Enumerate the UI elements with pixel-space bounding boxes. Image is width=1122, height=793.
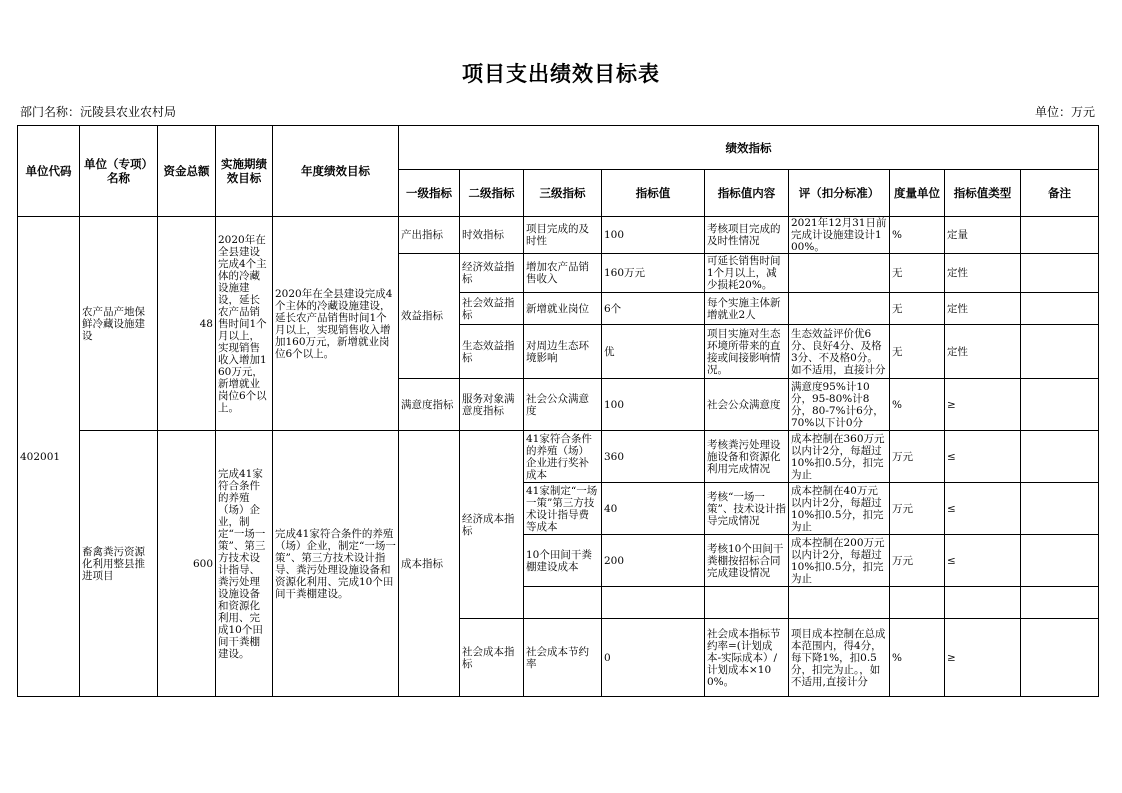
score-cell: 成本控制在40万元以内计2分，每超过10%扣0.5分，扣完为止 [789,483,890,535]
project-name-cell: 农产品产地保鲜冷藏设施建设 [80,217,158,431]
department-label: 部门名称：沅陵县农业农村局 [20,105,177,119]
level3-cell: 增加农产品销售收入 [524,254,602,293]
measure-unit-cell: 万元 [890,483,945,535]
value-cell: 40 [602,483,705,535]
remark-cell [1021,483,1099,535]
remark-cell [1021,587,1099,619]
header-value-type: 指标值类型 [945,170,1021,217]
header-measure-unit: 度量单位 [890,170,945,217]
measure-unit-cell: % [890,217,945,254]
value-type-cell: 定性 [945,325,1021,379]
measure-unit-cell: 万元 [890,535,945,587]
value-type-cell: 定性 [945,293,1021,325]
remark-cell [1021,254,1099,293]
content-cell: 项目实施对生态环境所带来的直接或间接影响情况。 [705,325,789,379]
value-type-cell: 定性 [945,254,1021,293]
project-funds-cell: 600 [158,431,216,697]
level2-cell: 时效指标 [460,217,524,254]
value-type-cell: ≤ [945,535,1021,587]
header-content: 指标值内容 [705,170,789,217]
value-cell: 100 [602,217,705,254]
value-cell: 200 [602,535,705,587]
value-cell: 优 [602,325,705,379]
unit-code-cell: 402001 [18,217,80,697]
level3-cell: 对周边生态环境影响 [524,325,602,379]
content-cell [705,587,789,619]
remark-cell [1021,431,1099,483]
level3-cell: 社会成本节约率 [524,619,602,697]
value-cell: 360 [602,431,705,483]
remark-cell [1021,217,1099,254]
remark-cell [1021,379,1099,431]
header-unit-code: 单位代码 [18,126,80,217]
value-type-cell: ≤ [945,483,1021,535]
header-project-name: 单位（专项）名称 [80,126,158,217]
remark-cell [1021,619,1099,697]
header-annual-goal: 年度绩效目标 [273,126,399,217]
header-indicators: 绩效指标 [399,126,1099,170]
remark-cell [1021,293,1099,325]
level1-cell: 效益指标 [399,254,460,379]
header-level3: 三级指标 [524,170,602,217]
page-title: 项目支出绩效目标表 [462,62,660,86]
project-funds-cell: 48 [158,217,216,431]
measure-unit-cell: 无 [890,254,945,293]
header-period-goal: 实施期绩效目标 [216,126,273,217]
score-cell [789,293,890,325]
score-cell: 2021年12月31日前完成计设施建设计100%。 [789,217,890,254]
unit-label: 单位：万元 [1034,105,1095,119]
measure-unit-cell: 万元 [890,431,945,483]
header-level2: 二级指标 [460,170,524,217]
level2-cell: 经济效益指标 [460,254,524,293]
remark-cell [1021,325,1099,379]
level2-cell: 社会成本指标 [460,619,524,697]
period-goal-cell: 完成41家符合条件的养殖（场）企业，制定“一场一策”、第三方技术设计指导、粪污处理设施设备和资源化利用、完成10个田间干粪棚建设。 [216,431,273,697]
level2-cell: 服务对象满意度指标 [460,379,524,431]
level2-cell: 经济成本指标 [460,431,524,619]
value-type-cell [945,587,1021,619]
value-type-cell: ≤ [945,431,1021,483]
annual-goal-cell: 完成41家符合条件的养殖（场）企业，制定“一场一策”、第三方技术设计指导、粪污处理设施设备和资源化利用、完成10个田间干粪棚建设。 [273,431,399,697]
level3-cell: 社会公众满意度 [524,379,602,431]
measure-unit-cell: % [890,379,945,431]
measure-unit-cell: 无 [890,293,945,325]
score-cell [789,254,890,293]
value-type-cell: 定量 [945,217,1021,254]
level3-cell: 新增就业岗位 [524,293,602,325]
value-type-cell: ≥ [945,379,1021,431]
level1-cell: 产出指标 [399,217,460,254]
value-cell: 0 [602,619,705,697]
content-cell: 考核“一场一策”、技术设计指导完成情况 [705,483,789,535]
score-cell: 满意度95%计10分，95-80%计8分，80-7%计6分，70%以下计0分 [789,379,890,431]
score-cell [789,587,890,619]
level2-cell: 生态效益指标 [460,325,524,379]
level1-cell: 成本指标 [399,431,460,697]
header-level1: 一级指标 [399,170,460,217]
value-cell [602,587,705,619]
score-cell: 成本控制在200万元以内计2分，每超过10%扣0.5分，扣完为止 [789,535,890,587]
content-cell: 社会成本指标节约率=(计划成本-实际成本）/计划成本×100%。 [705,619,789,697]
content-cell: 社会公众满意度 [705,379,789,431]
measure-unit-cell [890,587,945,619]
remark-cell [1021,535,1099,587]
value-cell: 6个 [602,293,705,325]
score-cell: 成本控制在360万元以内计2分，每超过10%扣0.5分，扣完为止 [789,431,890,483]
header-remark: 备注 [1021,170,1099,217]
measure-unit-cell: % [890,619,945,697]
measure-unit-cell: 无 [890,325,945,379]
level3-cell [524,587,602,619]
content-cell: 考核项目完成的及时性情况 [705,217,789,254]
header-value: 指标值 [602,170,705,217]
level3-cell: 10个田间干粪棚建设成本 [524,535,602,587]
level3-cell: 41家制定“一场一策”第三方技术设计指导费等成本 [524,483,602,535]
period-goal-cell: 2020年在全县建设完成4个主体的冷藏设施建设，延长农产品销售时间1个月以上，实现销售收入增加160万元，新增就业岗位6个以上。 [216,217,273,431]
header-total-funds: 资金总额 [158,126,216,217]
score-cell: 生态效益评价优6分、良好4分、及格3分、不及格0分。如不适用，直接计分 [789,325,890,379]
content-cell: 每个实施主体新增就业2人 [705,293,789,325]
value-type-cell: ≥ [945,619,1021,697]
header-score: 评（扣分标准） [789,170,890,217]
level2-cell: 社会效益指标 [460,293,524,325]
level3-cell: 41家符合条件的养殖（场）企业进行奖补成本 [524,431,602,483]
content-cell: 可延长销售时间1个月以上，减少损耗20%。 [705,254,789,293]
level1-cell: 满意度指标 [399,379,460,431]
annual-goal-cell: 2020年在全县建设完成4个主体的冷藏设施建设，延长农产品销售时间1个月以上，实现销售收入增加160万元，新增就业岗位6个以上。 [273,217,399,431]
value-cell: 160万元 [602,254,705,293]
project-name-cell: 畜禽粪污资源化利用整县推进项目 [80,431,158,697]
performance-table [17,125,1099,697]
content-cell: 考核粪污处理设施设备和资源化利用完成情况 [705,431,789,483]
level3-cell: 项目完成的及时性 [524,217,602,254]
score-cell: 项目成本控制在总成本范围内，得4分，每下降1%，扣0.5分，扣完为止。，如不适用,直接计分 [789,619,890,697]
content-cell: 考核10个田间干粪棚按招标合同完成建设情况 [705,535,789,587]
value-cell: 100 [602,379,705,431]
